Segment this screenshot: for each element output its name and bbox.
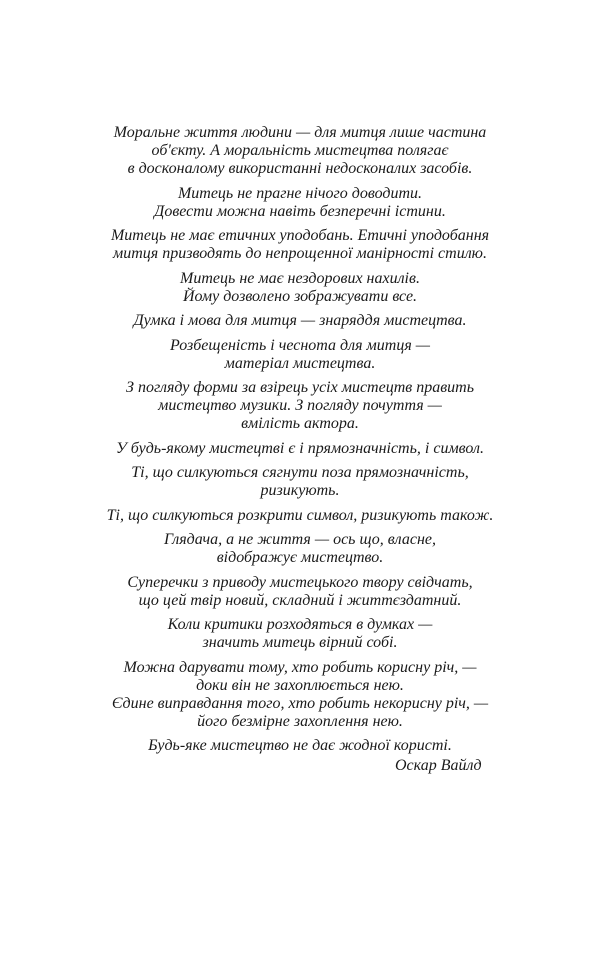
text-line: значить митець вірний собі. (202, 634, 398, 651)
paragraph (60, 312, 540, 330)
text-line: Розбещеність і чеснота для митця — (170, 336, 430, 354)
text-line: його безмірне захоплення нею. (197, 712, 403, 730)
paragraph (60, 124, 540, 178)
text-line: Єдине виправдання того, хто робить некорисну річ, — (111, 694, 489, 712)
paragraph (60, 185, 540, 221)
paragraph (60, 464, 540, 500)
epigraph-text (60, 124, 540, 762)
text-line: Суперечки з приводу мистецького твору свідчать, (127, 573, 473, 591)
text-line: Глядача, а не життя — ось що, власне, (164, 531, 436, 548)
text-line: відображує мистецтво. (216, 549, 384, 566)
text-line: Йому дозволено зображувати все. (182, 287, 418, 305)
paragraph (60, 337, 540, 373)
text-line: об'єкту. А моральність мистецтва полягає (151, 142, 449, 159)
paragraph (60, 574, 540, 610)
paragraph (60, 659, 540, 731)
text-line: митця призводять до непрощенної манірності стилю. (113, 245, 487, 262)
text-line: Митець не має етичних уподобань. Етичні уподобання (110, 227, 490, 244)
paragraph (60, 227, 540, 263)
text-line: в досконалому використанні недосконалих засобів. (127, 160, 473, 177)
text-line: мистецтво музики. З погляду почуття — (158, 397, 442, 414)
text-line: Митець не прагне нічого доводити. (177, 184, 423, 202)
text-line: вмілість актора. (241, 415, 359, 432)
paragraph (60, 507, 540, 525)
text-line: Думка і мова для митця — знаряддя мистецтва. (133, 312, 467, 329)
text-line: ризикують. (260, 482, 340, 499)
text-line: доки він не захоплюється нею. (196, 676, 404, 694)
text-line: Коли критики розходяться в думках — (167, 616, 433, 633)
paragraph (60, 531, 540, 567)
text-line: Ті, що силкуються сягнути поза прямозначність, (131, 464, 469, 481)
text-line: Можна дарувати тому, хто робить корисну річ, — (123, 658, 477, 676)
text-line: Будь-яке мистецтво не дає жодної користі. (148, 737, 452, 754)
text-line: що цей твір новий, складний і життєздатний. (138, 591, 462, 609)
paragraph (60, 616, 540, 652)
paragraph (60, 270, 540, 306)
text-line: Митець не має нездорових нахилів. (180, 269, 420, 287)
paragraph (60, 379, 540, 433)
paragraph (60, 737, 540, 755)
author-signature: Оскар Вайлд (395, 757, 482, 774)
text-line: Довести можна навіть безперечні істини. (154, 202, 446, 220)
text-line: матеріал мистецтва. (224, 354, 376, 372)
text-line: У будь-якому мистецтві є і прямозначність, і символ. (116, 439, 484, 457)
text-line: З погляду форми за взірець усіх мистецтв править (126, 379, 474, 396)
text-line: Ті, що силкуються розкрити символ, ризикують також. (106, 506, 494, 524)
paragraph (60, 440, 540, 458)
text-line: Моральне життя людини — для митця лише частина (113, 124, 487, 141)
